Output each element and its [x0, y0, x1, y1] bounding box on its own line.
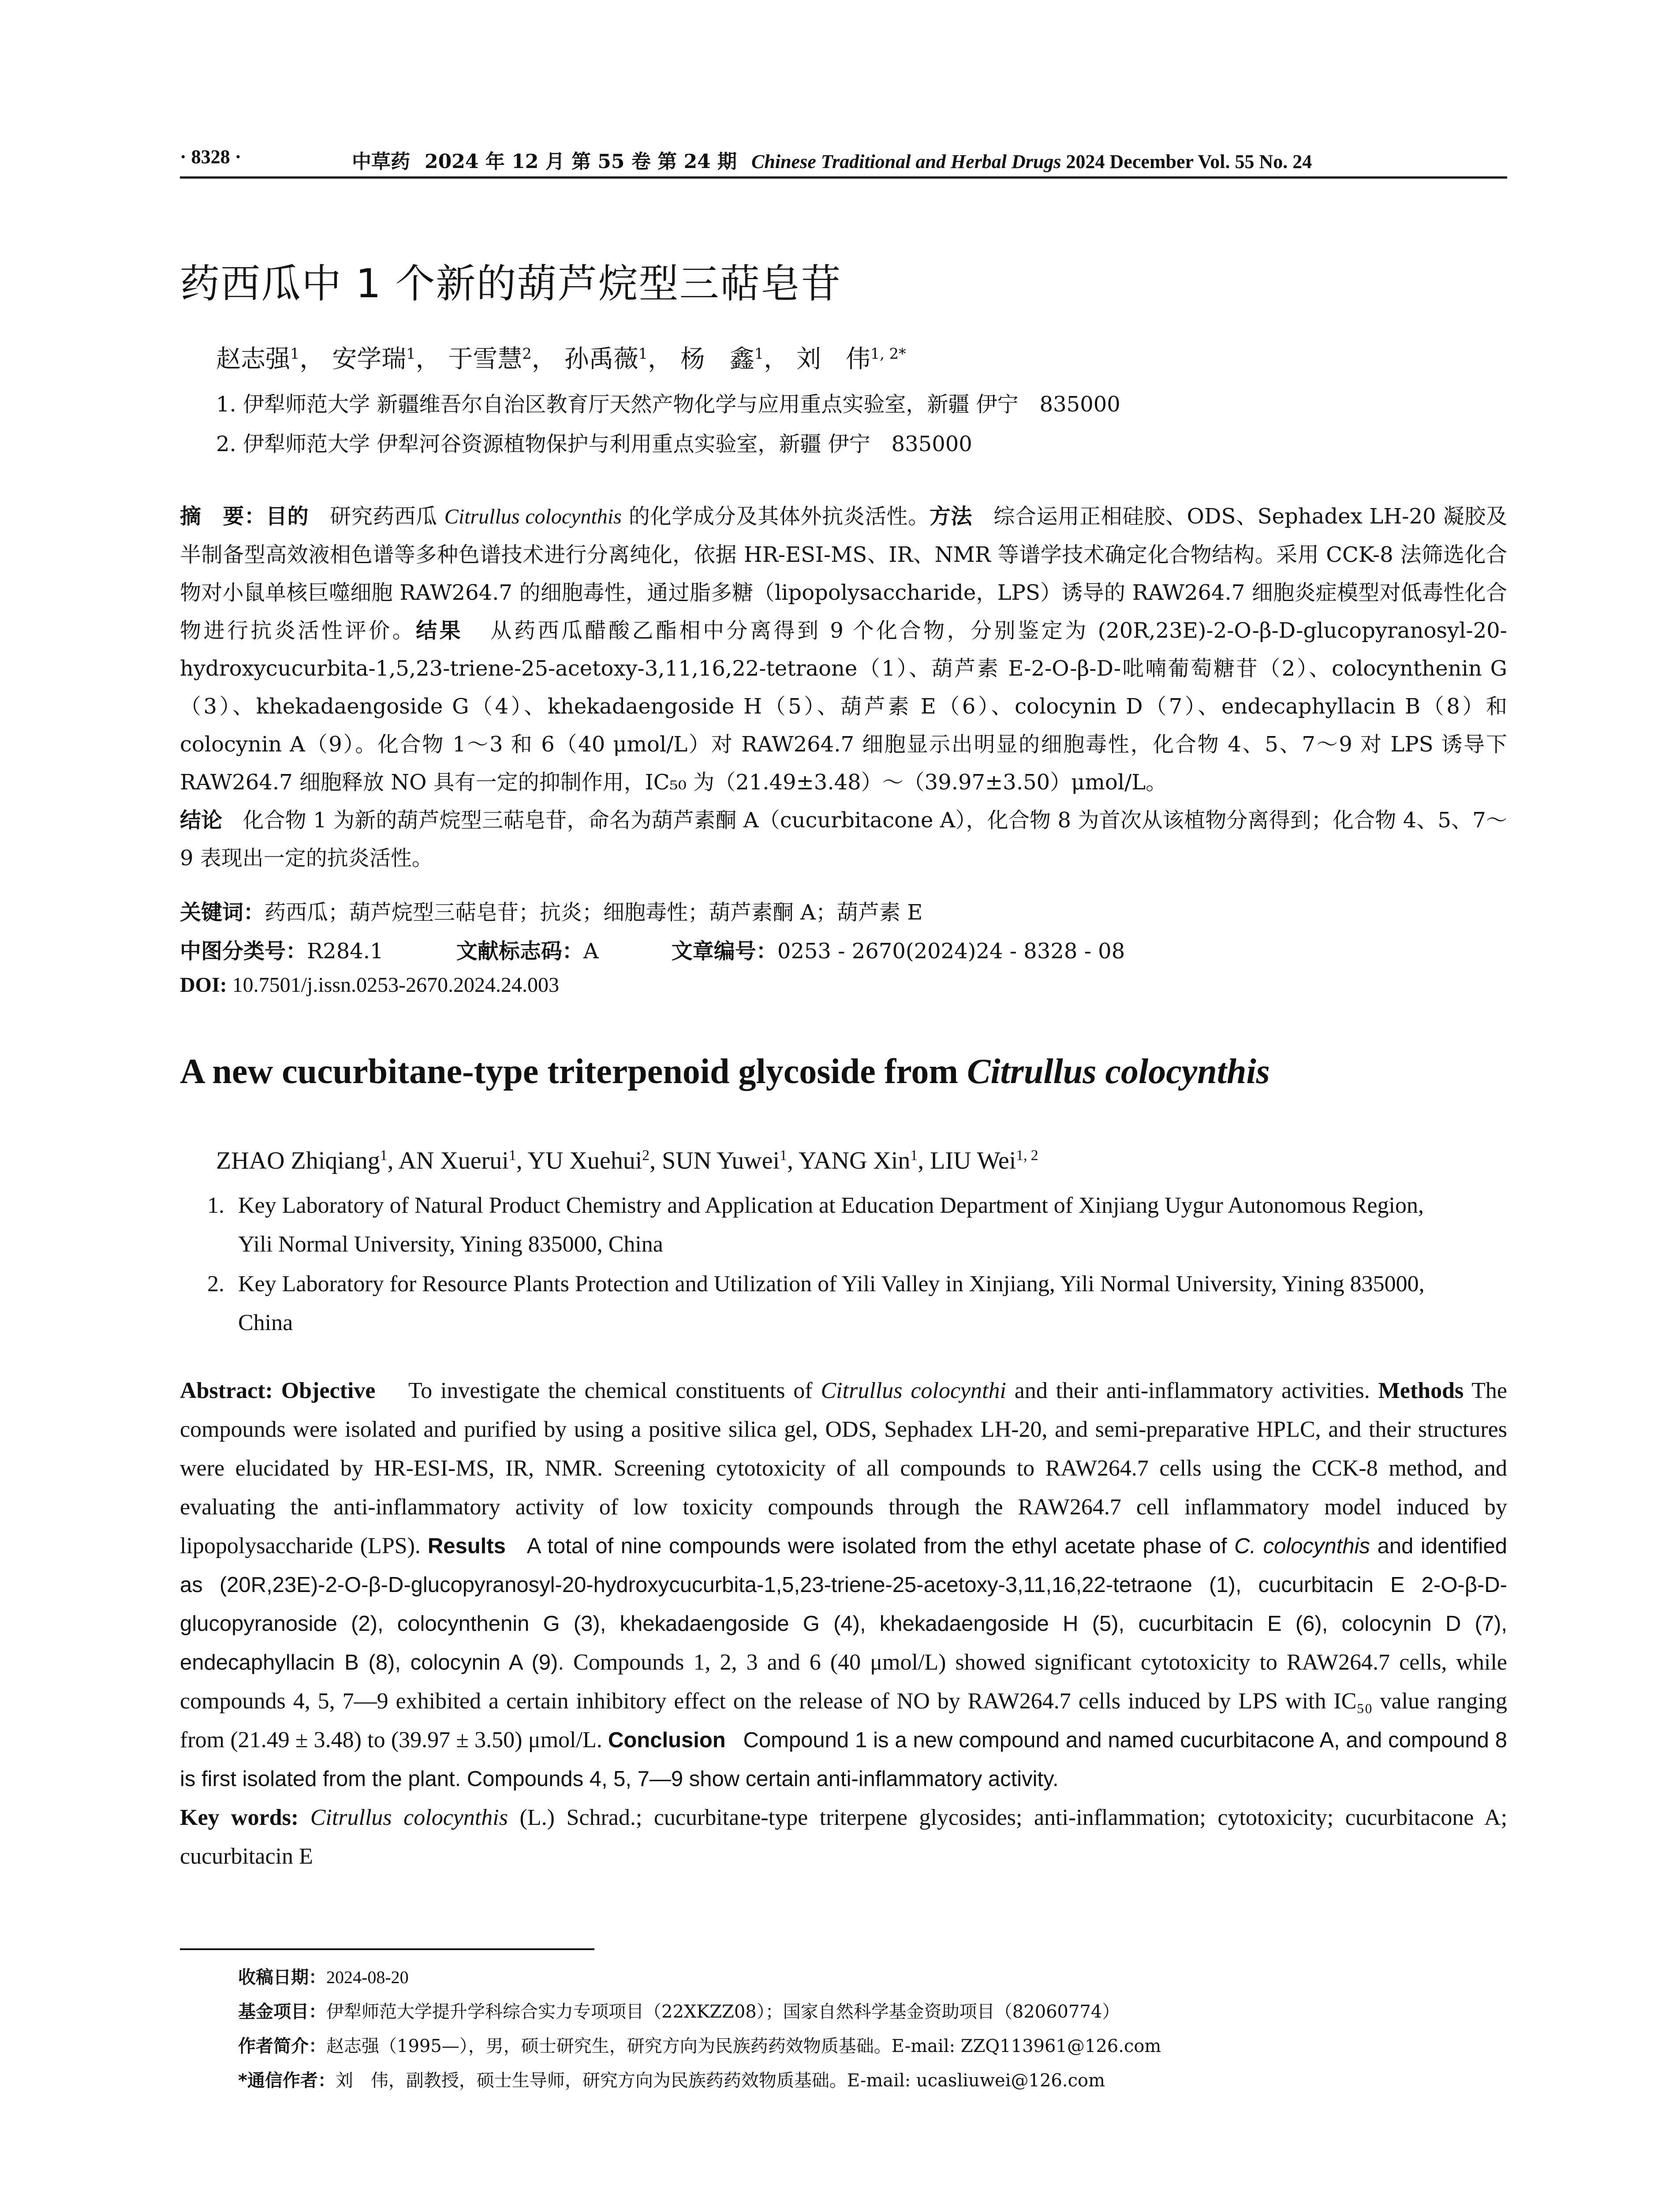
en-conclusion-label: Conclusion — [608, 1728, 726, 1752]
en-results-cytotoxicity: Compounds 1, 2, 3 and 6 (40 μmol/L) showed significant cytotoxicity to RAW264.7 cells, while compounds 4, 5, 7—9 exhibited a certain inhibitory effect on the release of NO by RAW264.7 cells induced by LPS with IC₅₀ value ranging from (21.49 ± 3.48) to (39.97 ± 3.50) μmol/L. — [180, 1650, 1508, 1753]
journal-name-en: Chinese Traditional and Herbal Drugs — [751, 151, 1061, 172]
en-author: SUN Yuwei$^1$ — [662, 1147, 787, 1174]
cn-affiliation: 1. 伊犁师范大学 新疆维吾尔自治区教育厅天然产物化学与应用重点实验室，新疆 伊宁 835000 — [216, 392, 1120, 417]
cn-author: 安学瑞$^1$ — [332, 345, 416, 374]
cn-author: 于雪慧$^2$ — [448, 345, 532, 374]
issue-en: 2024 December Vol. 55 No. 24 — [1066, 151, 1312, 172]
doi-line: DOI: 10.7501/j.issn.0253-2670.2024.24.003 — [180, 973, 560, 997]
cn-affiliation: 2. 伊犁师范大学 伊犁河谷资源植物保护与利用重点实验室，新疆 伊宁 835000 — [216, 432, 972, 456]
species-name: Citrullus colocynthis — [444, 505, 622, 528]
en-results-label: Results — [427, 1534, 506, 1558]
en-author: YU Xuehui$^2$ — [527, 1147, 650, 1174]
cn-author: 杨 鑫$^1$ — [680, 345, 764, 374]
cn-methods-label: 方法 — [929, 504, 973, 529]
cn-conclusion-label: 结论 — [180, 808, 223, 833]
cn-results-text: 从药西瓜醋酸乙酯相中分离得到 9 个化合物，分别鉴定为 (20R,23E)-2-O-β-D-glucopyranosyl-20-hydroxycucurbita-1,5,23-triene-25-acetoxy-3,11,16,22-tetraone（1）、葫芦素 E-2-O-β-D-吡喃葡萄糖苷（2）、colocynthenin G（3）、khekadaengoside G（4）、khekadaengoside H（5）、葫芦素 E（6）、colocynin D（7）、endecaphyllacin B（8）和 colocynin A（9）。化合物 1～3 和 6（40 μmol/L）对 RAW264.7 细胞显示出明显的细胞毒性，化合物 4、5、7～9 对 LPS 诱导下 RAW264.7 细胞释放 NO 具有一定的抑制作用，IC₅₀ 为（21.49±3.48）～（39.97±3.50）μmol/L。 — [180, 618, 1507, 795]
cn-abstract-label: 摘 要： — [180, 504, 266, 529]
journal-line — [352, 146, 1312, 174]
en-author: LIU Wei$^{1, 2}$ — [930, 1147, 1038, 1174]
doc-code: A — [583, 939, 599, 964]
journal-name-cn: 中草药 — [352, 150, 410, 173]
page-number: · 8328 · — [180, 146, 242, 168]
en-author: AN Xuerui$^1$ — [398, 1147, 516, 1174]
footnote-received: 收稿日期：2024-08-20 — [238, 1967, 409, 1988]
en-title: A new cucurbitane-type triterpenoid glycoside from Citrullus colocynthis — [180, 1052, 1270, 1091]
running-header — [180, 140, 1507, 176]
en-author: ZHAO Zhiqiang$^1$ — [216, 1147, 388, 1174]
footnote-funding: 基金项目：伊犁师范大学提升学科综合实力专项项目（22XKZZ08）；国家自然科学基金资助项目（82060774） — [238, 2002, 1120, 2022]
cn-results-label: 结果 — [416, 618, 463, 643]
en-results-text: and identified as (20R,23E)-2-O-β-D-glucopyranosyl-20-hydroxycucurbita-1,5,23-triene-25-acetoxy-3,11,16,22-tetraone (1), cucurbitacin E 2-O-β-D-glucopyranoside (2), colocynthenin G (3), khekadaengoside G (4), khekadaengoside H (5), cucurbitacin E (6), colocynin D (7), endecaphyllacin B (8), colocynin A (9). — [180, 1534, 1508, 1674]
en-methods-label: Methods — [1378, 1378, 1464, 1403]
en-keywords: Key words: Citrullus colocynthis (L.) Schrad.; cucurbitane-type triterpene glycosides; anti-inflammation; cytotoxicity; cucurbitacone A; cucurbitacin E — [180, 1805, 1508, 1869]
issue-cn: 2024 年 12 月 第 55 卷 第 24 期 — [425, 150, 737, 173]
cn-author-list: 赵志强$^1$， 安学瑞$^1$， 于雪慧$^2$， 孙禹薇$^1$， 杨 鑫$^1$， 刘 伟$^{1, 2*}$ — [216, 345, 906, 374]
cn-author: 刘 伟$^{1, 2*}$ — [796, 345, 906, 374]
cn-methods-text: 综合运用正相硅胶、ODS、Sephadex LH-20 凝胶及半制备型高效液相色谱等多种色谱技术进行分离纯化，依据 HR-ESI-MS、IR、NMR 等谱学技术确定化合物结构。采用 CCK-8 法筛选化合物对小鼠单核巨噬细胞 RAW264.7 的细胞毒性，通过脂多糖（lipopolysaccharide，LPS）诱导的 RAW264.7 细胞炎症模型对低毒性化合物进行抗炎活性评价。 — [180, 504, 1507, 643]
en-methods-text: The compounds were isolated and purified by using a positive silica gel, ODS, Sephadex LH-20, and semi-preparative HPLC, and their structures were elucidated by HR-ESI-MS, IR, NMR. Screening cytotoxicity of all compounds to RAW264.7 cells using the CCK-8 method, and evaluating the anti-inflammatory activity of low toxicity compounds through the RAW264.7 cell inflammatory model induced by lipopolysaccharide (LPS). — [180, 1378, 1508, 1558]
cn-objective-label: 目的 — [265, 504, 309, 529]
en-author-list: ZHAO Zhiqiang$^1$, AN Xuerui$^1$, YU Xuehui$^2$, SUN Yuwei$^1$, YANG Xin$^1$, LIU Wei$^{1, 2}$ — [216, 1147, 1038, 1174]
en-author: YANG Xin$^1$ — [798, 1147, 918, 1174]
cn-classification: 中图分类号：R284.1 文献标志码：A 文章编号：0253 - 2670(2024)24 - 8328 - 08 — [180, 939, 1125, 964]
cn-author: 孙禹薇$^1$ — [564, 345, 648, 374]
footnote-author-bio: 作者简介：赵志强（1995—），男，硕士研究生，研究方向为民族药药效物质基础。E-mail: ZZQ113961@126.com — [238, 2036, 1161, 2056]
cn-conclusion-text: 化合物 1 为新的葫芦烷型三萜皂苷，命名为葫芦素酮 A（cucurbitacone A），化合物 8 为首次从该植物分离得到；化合物 4、5、7～9 表现出一定的抗炎活性。 — [180, 808, 1507, 871]
header-rule — [180, 176, 1507, 179]
cn-title: 药西瓜中 1 个新的葫芦烷型三萜皂苷 — [180, 261, 842, 307]
footnote-rule — [180, 1948, 594, 1950]
en-abstract: Abstract: Objective To investigate the chemical constituents of Citrullus colocynthi and their anti-inflammatory activities. Methods The compounds were isolated and purified by using a positive silica gel, ODS, Sephadex LH-20, and semi-preparative HPLC, and their structures were elucidated by HR-ESI-MS, IR, NMR. Screening cytotoxicity of all compounds to RAW264.7 cells using the CCK-8 method, and evaluating the anti-inflammatory activity of low toxicity compounds through the RAW264.7 cell inflammatory model induced by lipopolysaccharide (LPS). Results A total of nine compounds were isolated from the ethyl acetate phase of C. colocynthis and identified as (20R,23E)-2-O-β-D-glucopyranosyl-20-hydroxycucurbita-1,5,23-triene-25-acetoxy-3,11,16,22-tetraone (1), cucurbitacin E 2-O-β-D-glucopyranoside (2), colocynthenin G (3), khekadaengoside G (4), khekadaengoside H (5), cucurbitacin E (6), colocynin D (7), endecaphyllacin B (8), colocynin A (9). Compounds 1, 2, 3 and 6 (40 μmol/L) showed significant cytotoxicity to RAW264.7 cells, while compounds 4, 5, 7—9 exhibited a certain inhibitory effect on the release of NO by RAW264.7 cells induced by LPS with IC₅₀ value ranging from (21.49 ± 3.48) to (39.97 ± 3.50) μmol/L. Conclusion Compound 1 is a new compound and named cucurbitacone A, and compound 8 is first isolated from the plant. Compounds 4, 5, 7—9 show certain anti-inflammatory activity. Key words: Citrullus colocynthis (L.) Schrad.; cucurbitane-type triterpene glycosides; anti-inflammation; cytotoxicity; cucurbitacone A; cucurbitacin E — [180, 1378, 1508, 1869]
cn-keywords: 关键词：药西瓜；葫芦烷型三萜皂苷；抗炎；细胞毒性；葫芦素酮 A；葫芦素 E — [180, 900, 923, 925]
en-objective-label: Abstract: Objective — [180, 1378, 376, 1403]
clc-code: R284.1 — [307, 939, 384, 964]
article-number: 0253 - 2670(2024)24 - 8328 - 08 — [777, 939, 1125, 964]
cn-author: 赵志强$^1$ — [216, 345, 300, 374]
cn-abstract: 摘 要：目的 研究药西瓜 Citrullus colocynthis 的化学成分及其体外抗炎活性。方法 综合运用正相硅胶、ODS、Sephadex LH-20 凝胶及半制备型高效液相色谱等多种色谱技术进行分离纯化，依据 HR-ESI-MS、IR、NMR 等谱学技术确定化合物结构。采用 CCK-8 法筛选化合物对小鼠单核巨噬细胞 RAW264.7 的细胞毒性，通过脂多糖（lipopolysaccharide，LPS）诱导的 RAW264.7 细胞炎症模型对低毒性化合物进行抗炎活性评价。结果 从药西瓜醋酸乙酯相中分离得到 9 个化合物，分别鉴定为 (20R,23E)-2-O-β-D-glucopyranosyl-20-hydroxycucurbita-1,5,23-triene-25-acetoxy-3,11,16,22-tetraone（1）、葫芦素 E-2-O-β-D-吡喃葡萄糖苷（2）、colocynthenin G（3）、khekadaengoside G（4）、khekadaengoside H（5）、葫芦素 E（6）、colocynin D（7）、endecaphyllacin B（8）和 colocynin A（9）。化合物 1～3 和 6（40 μmol/L）对 RAW264.7 细胞显示出明显的细胞毒性，化合物 4、5、7～9 对 LPS 诱导下 RAW264.7 细胞释放 NO 具有一定的抑制作用，IC₅₀ 为（21.49±3.48）～（39.97±3.50）μmol/L。 结论 化合物 1 为新的葫芦烷型三萜皂苷，命名为葫芦素酮 A（cucurbitacone A），化合物 8 为首次从该植物分离得到；化合物 4、5、7～9 表现出一定的抗炎活性。 — [180, 504, 1507, 871]
footnote-corresponding: *通信作者：刘 伟，副教授，硕士生导师，研究方向为民族药药效物质基础。E-mail: ucasliuwei@126.com — [238, 2070, 1105, 2091]
en-affiliation: 2. Key Laboratory for Resource Plants Protection and Utilization of Yili Valley in Xinjiang, Yili Normal University, Yining 835000, China — [207, 1271, 1425, 1335]
en-affiliation: 1. Key Laboratory of Natural Product Chemistry and Application at Education Department of Xinjiang Uygur Autonomous Region, Yili Normal University, Yining 835000, China — [207, 1193, 1424, 1257]
doi-link[interactable]: 10.7501/j.issn.0253-2670.2024.24.003 — [232, 973, 560, 997]
en-conclusion-text: Compound 1 is a new compound and named cucurbitacone A, and compound 8 is first isolated from the plant. Compounds 4, 5, 7—9 show certain anti-inflammatory activity. — [180, 1728, 1508, 1791]
